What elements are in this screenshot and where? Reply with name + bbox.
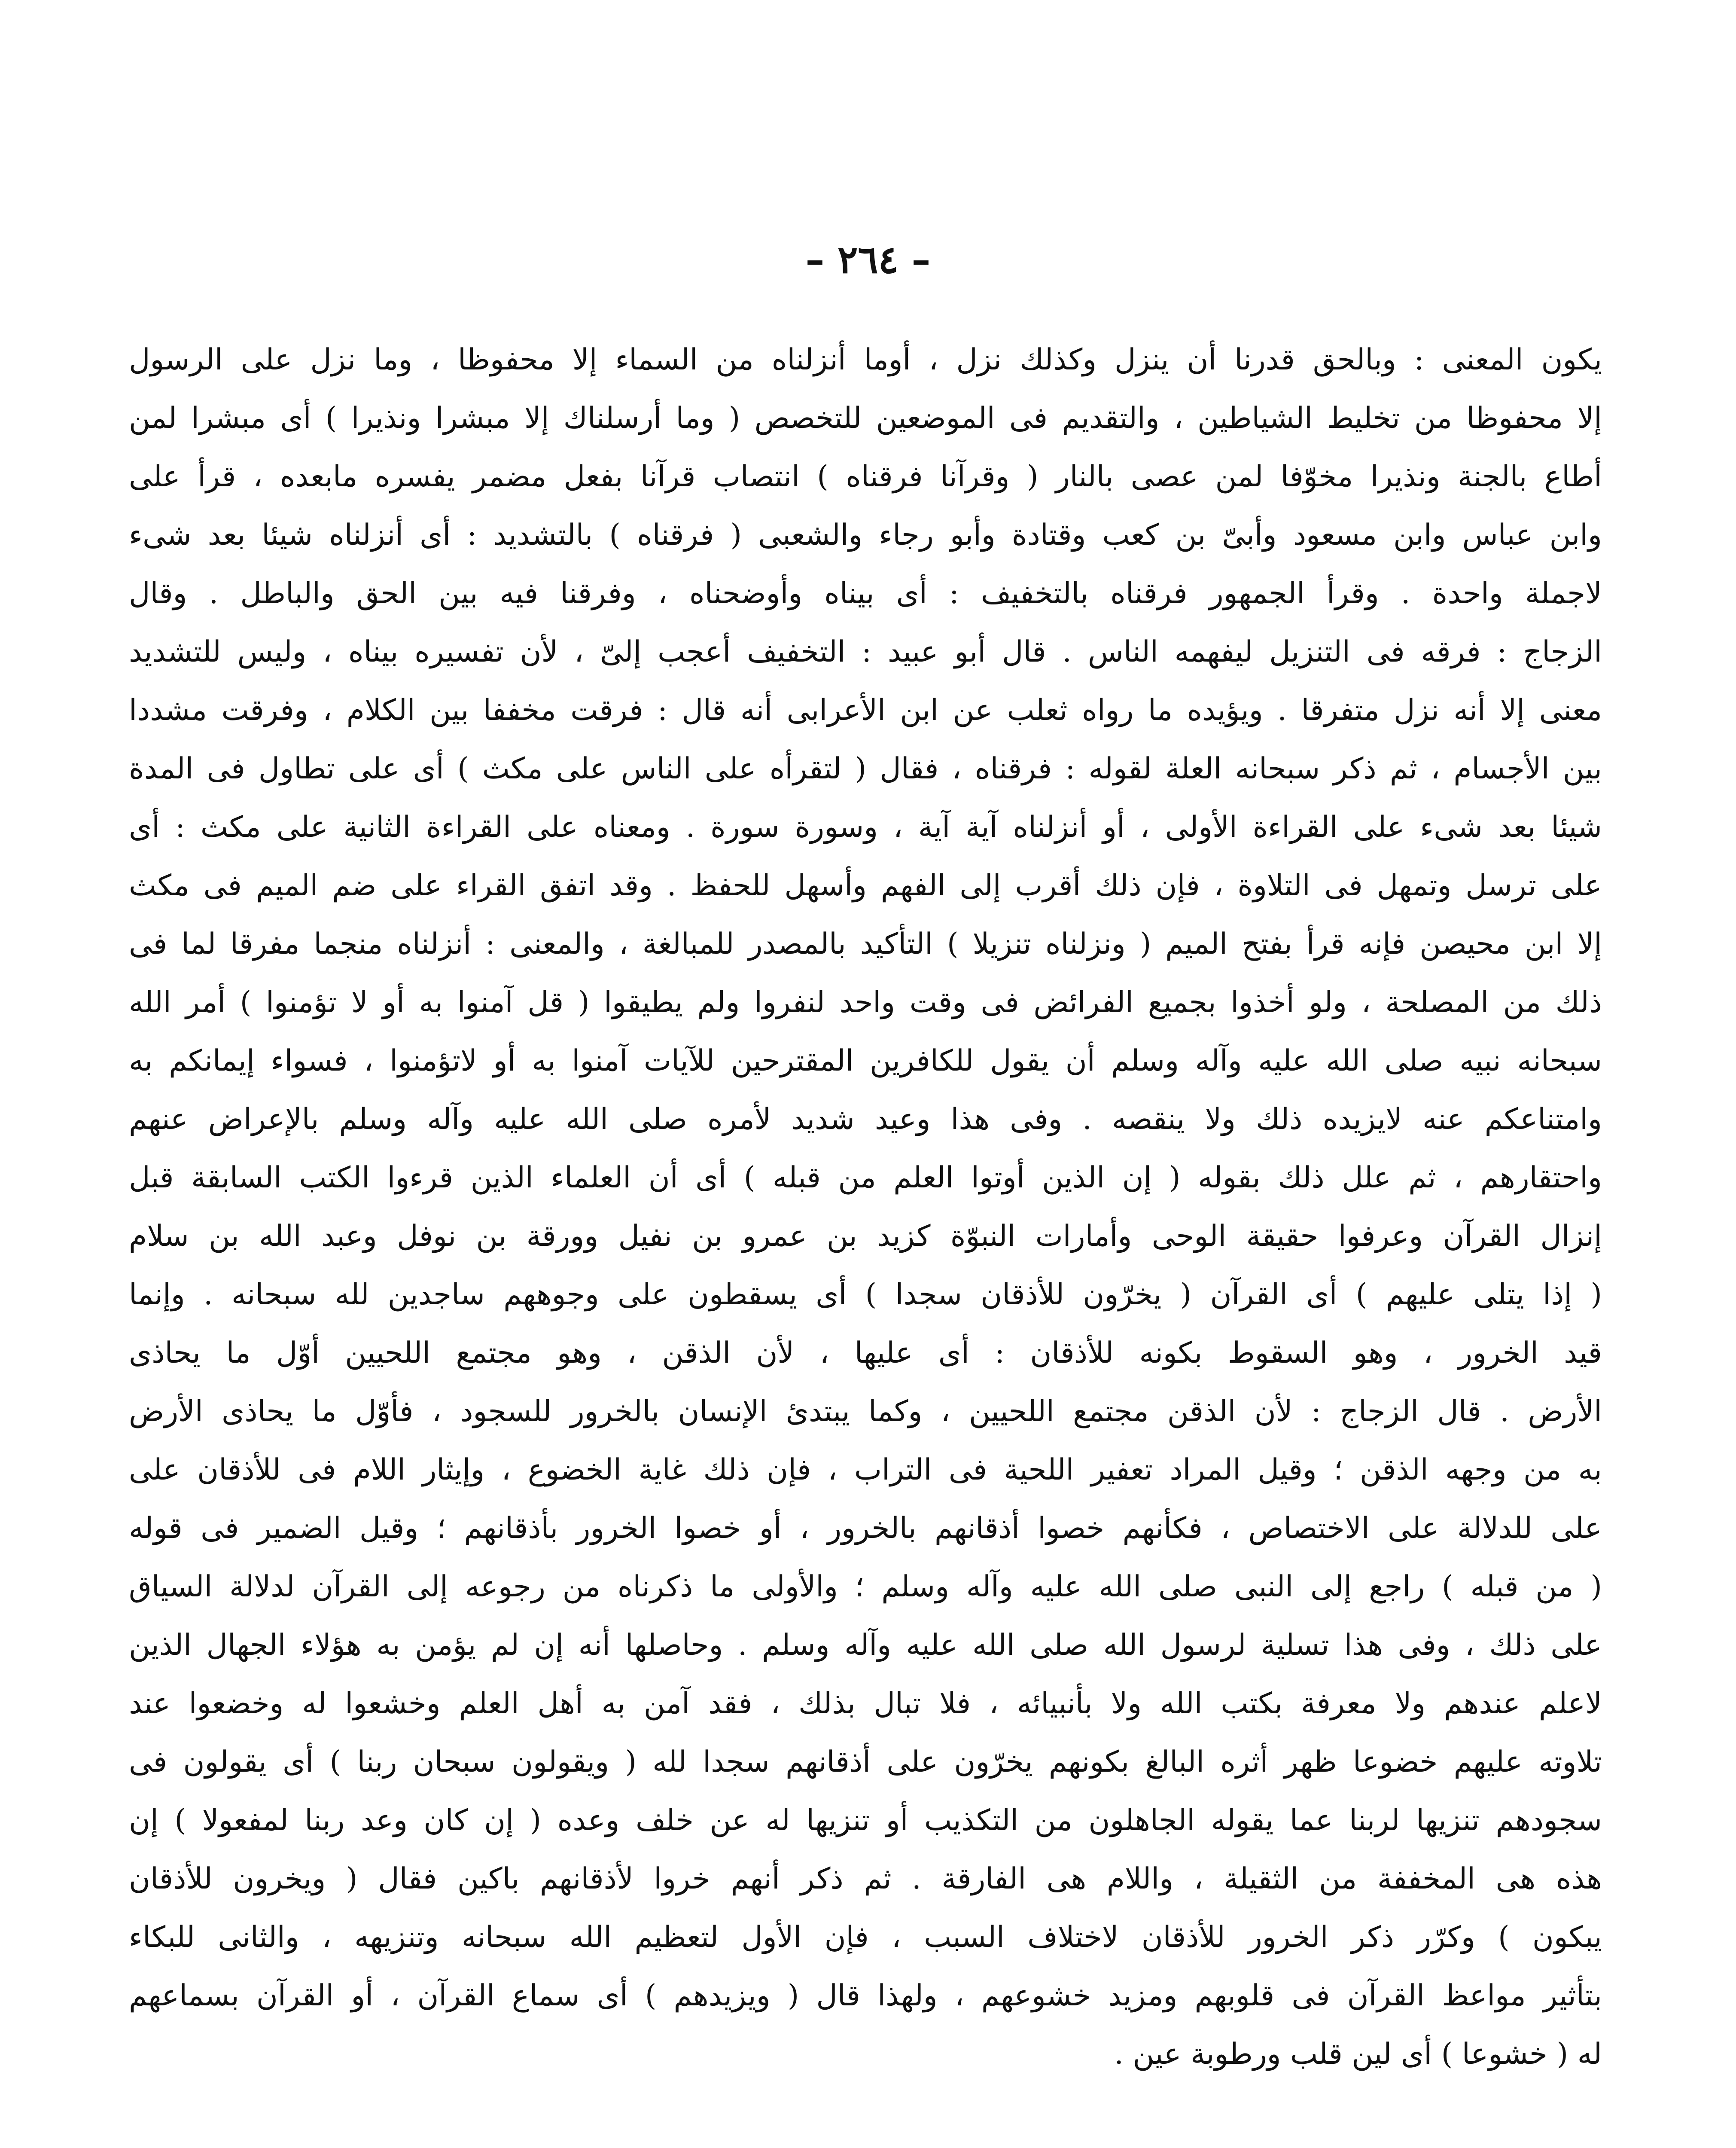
- main-paragraph: [129, 331, 1602, 2084]
- text-line: بتأثير مواعظ القرآن فى قلوبهم ومزيد خشوعهم ، ولهذا قال ( ويزيدهم ) أى سماع القرآن ، أو القرآن بسماعهم: [129, 1979, 1602, 2013]
- text-line: وابن عباس وابن مسعود وأبىّ بن كعب وقتادة وأبو رجاء والشعبى ( فرقناه ) بالتشديد : أى أنزلناه شيئا بعد شىء: [129, 518, 1602, 552]
- text-line: الأرض . قال الزجاج : لأن الذقن مجتمع اللحيين ، وكما يبتدئ الإنسان بالخرور للسجود ، فأوّل ما يحاذى الأرض: [129, 1394, 1602, 1428]
- text-line: قيد الخرور ، وهو السقوط بكونه للأذقان : أى عليها ، لأن الذقن ، وهو مجتمع اللحيين أوّل ما يحاذى: [129, 1336, 1602, 1370]
- text-line: سبحانه نبيه صلى الله عليه وآله وسلم أن يقول للكافرين المقترحين للآيات آمنوا به أو لاتؤمنوا ، فسواء إيمانكم به: [129, 1044, 1602, 1078]
- text-line: على للدلالة على الاختصاص ، فكأنهم خصوا أذقانهم بالخرور ، أو خصوا الخرور بأذقانهم ؛ وقيل الضمير فى قوله: [129, 1511, 1602, 1545]
- text-line: يكون المعنى : وبالحق قدرنا أن ينزل وكذلك نزل ، أوما أنزلناه من السماء إلا محفوظا ، وما نزل على الرسول: [129, 343, 1602, 377]
- text-line: هذه هى المخففة من الثقيلة ، واللام هى الفارقة . ثم ذكر أنهم خروا لأذقانهم باكين فقال ( ويخرون للأذقان: [129, 1862, 1602, 1896]
- text-line: إلا ابن محيصن فإنه قرأ بفتح الميم ( ونزلناه تنزيلا ) التأكيد بالمصدر للمبالغة ، والمعنى : أنزلناه منجما مفرقا لما فى: [129, 927, 1602, 961]
- text-line: إنزال القرآن وعرفوا حقيقة الوحى وأمارات النبوّة كزيد بن عمرو بن نفيل وورقة بن نوفل وعبد الله بن سلام: [129, 1219, 1602, 1253]
- text-line: على ذلك ، وفى هذا تسلية لرسول الله صلى الله عليه وآله وسلم . وحاصلها أنه إن لم يؤمن به هؤلاء الجهال الذين: [129, 1628, 1602, 1662]
- text-line: ذلك من المصلحة ، ولو أخذوا بجميع الفرائض فى وقت واحد لنفروا ولم يطيقوا ( قل آمنوا به أو لا تؤمنوا ) أمر الله: [129, 986, 1602, 1019]
- text-line: معنى إلا أنه نزل متفرقا . ويؤيده ما رواه ثعلب عن ابن الأعرابى أنه قال : فرقت مخففا بين الكلام ، وفرقت مشددا: [129, 693, 1602, 727]
- text-line: تلاوته عليهم خضوعا ظهر أثره البالغ بكونهم يخرّون على أذقانهم سجدا لله ( ويقولون سبحان ربنا ) أى يقولون فى: [129, 1745, 1602, 1779]
- text-line: لاعلم عندهم ولا معرفة بكتب الله ولا بأنبيائه ، فلا تبال بذلك ، فقد آمن به أهل العلم وخشعوا له وخضعوا عند: [129, 1687, 1602, 1721]
- text-line: يبكون ) وكرّر ذكر الخرور للأذقان لاختلاف السبب ، فإن الأول لتعظيم الله سبحانه وتنزيهه ، والثانى للبكاء: [129, 1920, 1602, 1954]
- text-line: ( إذا يتلى عليهم ) أى القرآن ( يخرّون للأذقان سجدا ) أى يسقطون على وجوههم ساجدين لله سبحانه . وإنما: [129, 1278, 1602, 1312]
- text-line: شيئا بعد شىء على القراءة الأولى ، أو أنزلناه آية آية ، وسورة سورة . ومعناه على القراءة الثانية على مكث : أى: [129, 810, 1602, 844]
- text-line: إلا محفوظا من تخليط الشياطين ، والتقديم فى الموضعين للتخصص ( وما أرسلناك إلا مبشرا ونذيرا ) أى مبشرا لمن: [129, 401, 1602, 435]
- text-line: سجودهم تنزيها لربنا عما يقوله الجاهلون من التكذيب أو تنزيها له عن خلف وعده ( إن كان وعد ربنا لمفعولا ) إن: [129, 1803, 1602, 1837]
- text-line: على ترسل وتمهل فى التلاوة ، فإن ذلك أقرب إلى الفهم وأسهل للحفظ . وقد اتفق القراء على ضم الميم فى مكث: [129, 869, 1602, 903]
- text-line: الزجاج : فرقه فى التنزيل ليفهمه الناس . قال أبو عبيد : التخفيف أعجب إلىّ ، لأن تفسيره بيناه ، وليس للتشديد: [129, 635, 1602, 669]
- text-line: ( من قبله ) راجع إلى النبى صلى الله عليه وآله وسلم ؛ والأولى ما ذكرناه من رجوعه إلى القرآن لدلالة السياق: [129, 1570, 1602, 1604]
- text-line: لاجملة واحدة . وقرأ الجمهور فرقناه بالتخفيف : أى بيناه وأوضحناه ، وفرقنا فيه بين الحق والباطل . وقال: [129, 577, 1602, 610]
- text-line: وامتناعكم عنه لايزيده ذلك ولا ينقصه . وفى هذا وعيد شديد لأمره صلى الله عليه وآله وسلم بالإعراض عنهم: [129, 1102, 1602, 1136]
- text-line: له ( خشوعا ) أى لين قلب ورطوبة عين .: [1114, 2037, 1602, 2071]
- text-line: واحتقارهم ، ثم علل ذلك بقوله ( إن الذين أوتوا العلم من قبله ) أى أن العلماء الذين قرءوا الكتب السابقة قبل: [129, 1161, 1602, 1195]
- text-line: أطاع بالجنة ونذيرا مخوّفا لمن عصى بالنار ( وقرآنا فرقناه ) انتصاب قرآنا بفعل مضمر يفسره مابعده ، قرأ على: [129, 460, 1602, 494]
- text-line: بين الأجسام ، ثم ذكر سبحانه العلة لقوله : فرقناه ، فقال ( لتقرأه على الناس على مكث ) أى على تطاول فى المدة: [129, 752, 1602, 786]
- page-number: – ٢٦٤ –: [805, 237, 931, 282]
- text-line: به من وجهه الذقن ؛ وقيل المراد تعفير اللحية فى التراب ، فإن ذلك غاية الخضوع ، وإيثار اللام فى للأذقان على: [129, 1453, 1602, 1487]
